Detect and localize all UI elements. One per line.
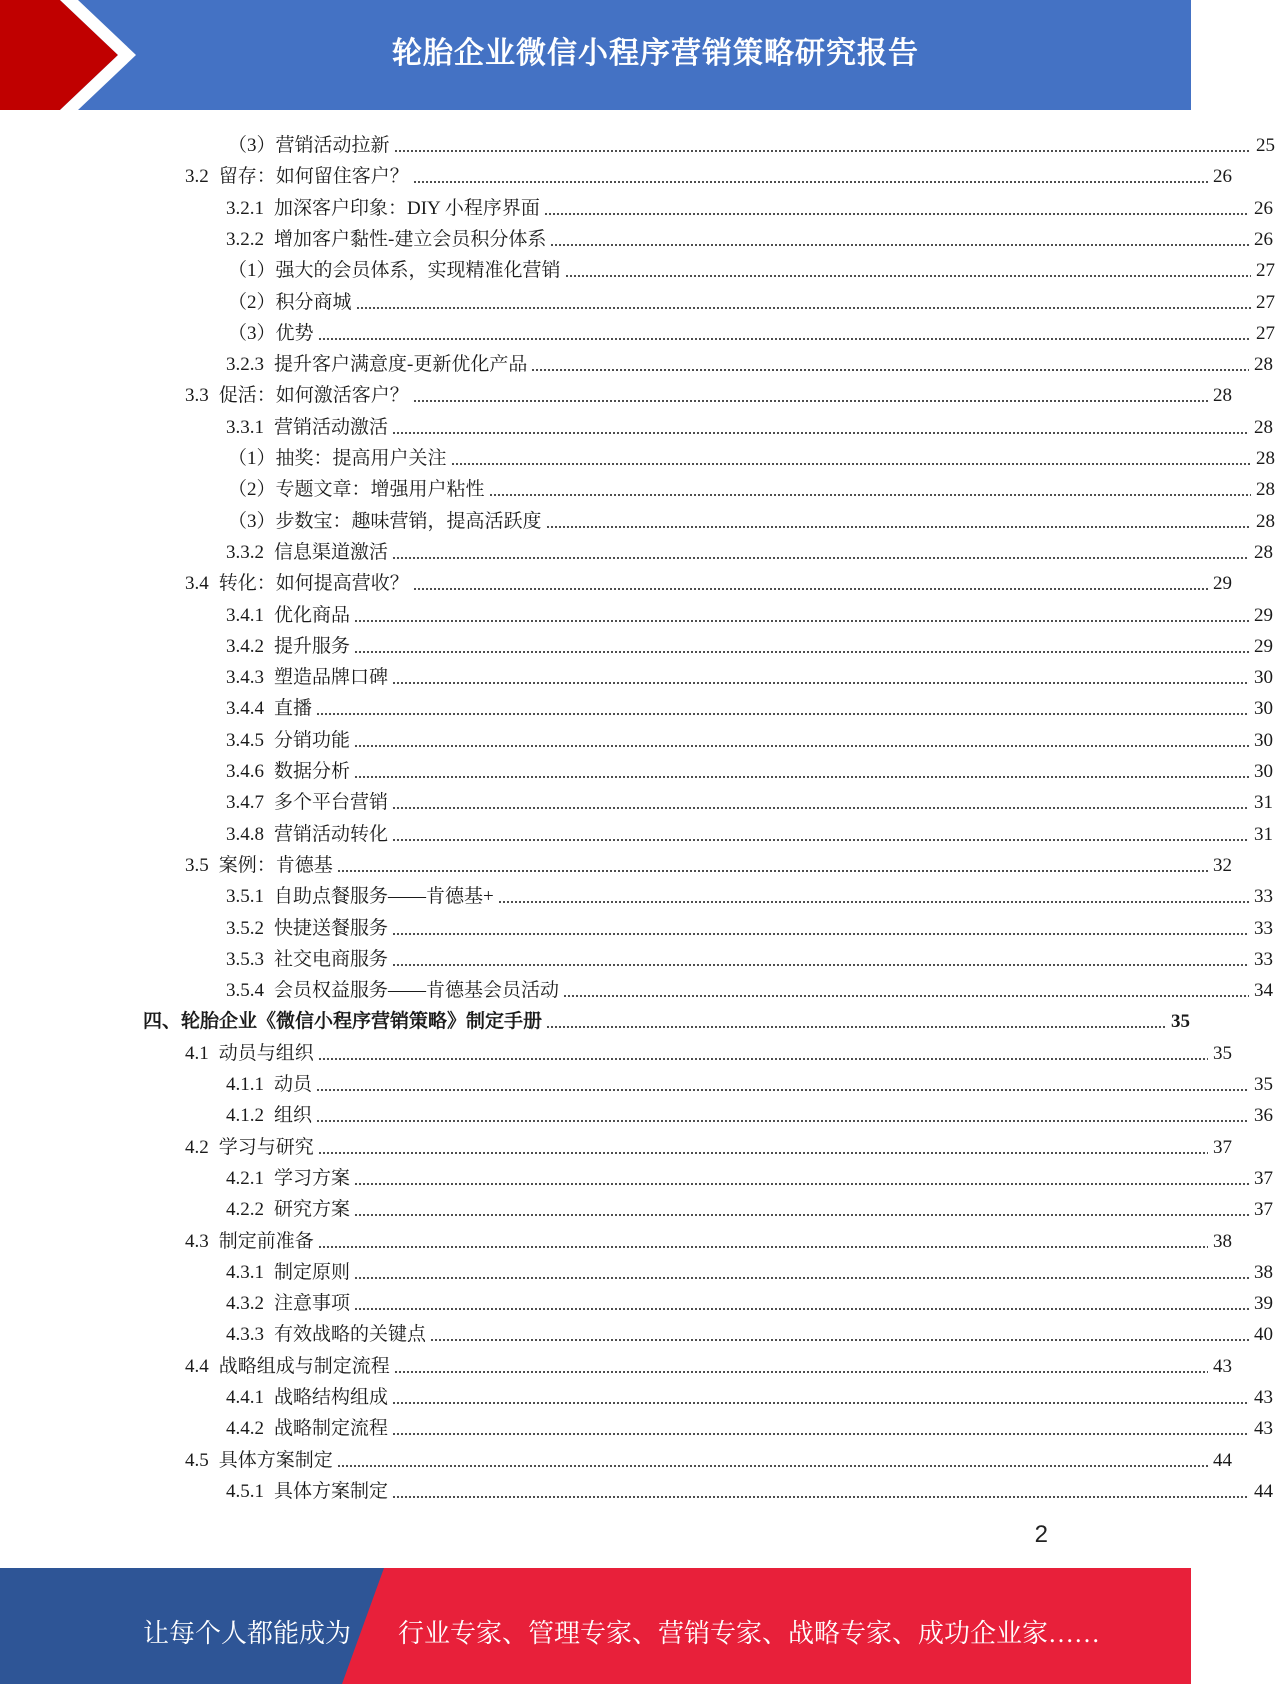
toc-entry[interactable]	[0, 1223, 1232, 1254]
toc-entry[interactable]	[0, 847, 1232, 878]
toc-dot-leader	[318, 1057, 1208, 1061]
toc-entry[interactable]	[0, 1442, 1232, 1473]
toc-dot-leader	[337, 869, 1208, 873]
toc-dot-leader	[413, 180, 1208, 184]
toc-entry-number: 3.2	[185, 166, 209, 188]
report-title: 轮胎企业微信小程序营销策略研究报告	[392, 36, 919, 71]
toc-dot-leader	[354, 650, 1249, 654]
toc-entry-number: 3.4.4	[226, 698, 264, 720]
toc-entry-page: 33	[1254, 917, 1273, 939]
page-header	[0, 0, 1191, 110]
toc-entry-number: 3.5.1	[226, 886, 264, 908]
toc-entry-number: 3.4.3	[226, 667, 264, 689]
toc-entry[interactable]	[0, 1379, 1273, 1410]
toc-entry-number: 3.4.5	[226, 729, 264, 751]
toc-entry-number: 4.4.2	[226, 1418, 264, 1440]
toc-entry[interactable]	[0, 252, 1275, 283]
toc-entry[interactable]	[0, 972, 1273, 1003]
toc-entry-number: 3.3	[185, 385, 209, 407]
toc-entry[interactable]	[0, 1191, 1273, 1222]
toc-entry-title: （3）营销活动拉新	[228, 135, 390, 156]
toc-entry-number: 4.4.1	[226, 1387, 264, 1408]
toc-entry-page: 38	[1254, 1261, 1273, 1283]
toc-entry[interactable]	[0, 1097, 1273, 1128]
toc-entry[interactable]	[0, 659, 1273, 690]
toc-entry-page: 27	[1256, 322, 1275, 344]
toc-dot-leader	[316, 1119, 1249, 1123]
toc-entry-page: 26	[1213, 166, 1232, 188]
toc-dot-leader	[316, 712, 1249, 716]
toc-entry-page: 28	[1254, 416, 1273, 438]
toc-entry[interactable]	[0, 1066, 1273, 1097]
toc-entry[interactable]	[0, 503, 1275, 534]
toc-dot-leader	[546, 1025, 1166, 1029]
toc-dot-leader	[356, 306, 1251, 310]
toc-entry-page: 28	[1256, 510, 1275, 532]
toc-entry[interactable]	[0, 190, 1273, 221]
toc-entry-title: 制定前准备	[218, 1230, 314, 1252]
toc-dot-leader	[392, 1432, 1249, 1436]
toc-entry-title: 案例：肯德基	[218, 854, 333, 876]
toc-entry-number: 3.3.1	[226, 416, 264, 438]
toc-entry-page: 29	[1213, 573, 1232, 595]
toc-entry[interactable]	[0, 315, 1275, 346]
toc-entry-number: 4.3.1	[226, 1261, 264, 1283]
toc-entry-number: 4.3	[185, 1230, 209, 1252]
toc-entry-page: 40	[1254, 1324, 1273, 1346]
toc-entry-title: 塑造品牌口碑	[274, 667, 389, 689]
toc-entry[interactable]	[0, 690, 1273, 721]
toc-entry[interactable]	[0, 440, 1275, 471]
toc-dot-leader	[392, 806, 1249, 810]
toc-dot-leader	[392, 681, 1249, 685]
toc-entry-number: 3.5.4	[226, 980, 264, 1002]
toc-dot-leader	[318, 1151, 1208, 1155]
toc-entry-title: 四、轮胎企业《微信小程序营销策略》制定手册	[143, 1011, 543, 1033]
toc-entry-title: 提升服务	[274, 635, 351, 657]
toc-entry[interactable]	[0, 941, 1273, 972]
toc-entry[interactable]	[0, 1348, 1232, 1379]
toc-dot-leader	[498, 900, 1249, 904]
toc-entry-title: 战略结构组成	[274, 1387, 389, 1408]
toc-dot-leader	[316, 1088, 1249, 1092]
toc-entry[interactable]	[0, 1285, 1273, 1316]
toc-dot-leader	[392, 556, 1249, 560]
toc-entry-number: 3.3.2	[226, 541, 264, 563]
toc-entry-number: 4.1	[185, 1042, 209, 1064]
toc-entry-title: 优化商品	[274, 604, 351, 626]
toc-entry-page: 33	[1254, 886, 1273, 908]
toc-dot-leader	[413, 587, 1208, 591]
toc-entry-page: 44	[1254, 1480, 1273, 1502]
toc-entry-number: 4.4	[185, 1355, 209, 1377]
toc-entry-number: 3.2.1	[226, 197, 264, 219]
toc-entry-title: （2）积分商城	[228, 291, 352, 313]
toc-entry-title: 注意事项	[274, 1293, 351, 1315]
toc-entry-page: 35	[1171, 1011, 1190, 1033]
toc-entry-title: 转化：如何提高营收？	[218, 573, 409, 595]
toc-entry[interactable]	[0, 284, 1275, 315]
toc-entry-page: 29	[1254, 604, 1273, 626]
toc-entry-title: 制定原则	[274, 1261, 351, 1283]
toc-entry-page: 27	[1256, 291, 1275, 313]
page-footer	[0, 1568, 1191, 1684]
toc-dot-leader	[337, 1464, 1208, 1468]
toc-entry[interactable]	[0, 158, 1232, 189]
toc-dot-leader	[392, 838, 1249, 842]
toc-entry-title: （1）抽奖：提高用户关注	[228, 448, 447, 469]
toc-entry[interactable]	[0, 1003, 1190, 1034]
toc-entry[interactable]	[0, 1160, 1273, 1191]
toc-dot-leader	[565, 274, 1251, 278]
toc-dot-leader	[430, 1338, 1249, 1342]
toc-entry-title: 营销活动转化	[274, 823, 389, 845]
toc-entry[interactable]	[0, 816, 1273, 847]
toc-entry-page: 43	[1213, 1355, 1232, 1377]
toc-dot-leader	[392, 1401, 1249, 1405]
toc-entry-title: 动员与组织	[218, 1042, 314, 1064]
toc-dot-leader	[354, 619, 1249, 623]
toc-entry[interactable]	[0, 534, 1273, 565]
toc-entry-page: 30	[1254, 729, 1273, 751]
toc-entry[interactable]	[0, 1035, 1232, 1066]
toc-entry-page: 34	[1254, 980, 1273, 1002]
toc-entry-number: 4.2.1	[226, 1167, 264, 1189]
toc-dot-leader	[354, 1182, 1249, 1186]
toc-entry-page: 31	[1254, 823, 1273, 845]
toc-entry-number: 3.2.2	[226, 228, 264, 250]
toc-dot-leader	[354, 775, 1249, 779]
toc-entry[interactable]	[0, 1254, 1273, 1285]
toc-entry-page: 28	[1256, 479, 1275, 501]
toc-entry[interactable]	[0, 1473, 1273, 1504]
toc-entry-page: 39	[1254, 1293, 1273, 1315]
toc-entry-title: 促活：如何激活客户？	[218, 385, 409, 407]
toc-dot-leader	[546, 525, 1251, 529]
toc-entry-title: 学习与研究	[218, 1136, 314, 1158]
toc-entry-page: 35	[1213, 1042, 1232, 1064]
toc-entry[interactable]	[0, 471, 1275, 502]
toc-entry[interactable]	[0, 910, 1273, 941]
toc-entry-title: 自助点餐服务——肯德基+	[274, 886, 494, 908]
footer-slogan-left: 让每个人都能成为	[143, 1619, 352, 1648]
toc-dot-leader	[531, 368, 1249, 372]
toc-entry-page: 36	[1254, 1105, 1273, 1127]
toc-entry-page: 44	[1213, 1449, 1232, 1471]
toc-entry-number: 4.1.2	[226, 1105, 264, 1127]
toc-entry-page: 30	[1254, 698, 1273, 720]
toc-entry-number: 3.4.6	[226, 761, 264, 782]
toc-entry-title: 动员	[274, 1074, 313, 1095]
toc-entry-page: 37	[1254, 1199, 1273, 1221]
toc-entry-title: 提升客户满意度-更新优化产品	[274, 354, 528, 376]
toc-entry[interactable]	[0, 409, 1273, 440]
toc-entry-number: 3.5.2	[226, 917, 264, 939]
toc-entry[interactable]	[0, 722, 1273, 753]
toc-entry-page: 30	[1254, 761, 1273, 782]
toc-entry-number: 4.1.1	[226, 1074, 264, 1095]
toc-entry-title: 具体方案制定	[218, 1449, 333, 1471]
toc-entry-number: 4.2.2	[226, 1199, 264, 1221]
toc-entry-title: （2）专题文章：增强用户粘性	[228, 479, 485, 501]
toc-entry-title: 加深客户印象：DIY 小程序界面	[274, 197, 540, 219]
toc-entry-page: 43	[1254, 1418, 1273, 1440]
toc-entry-title: 分销功能	[274, 729, 351, 751]
toc-entry-page: 29	[1254, 635, 1273, 657]
toc-entry-title: 研究方案	[274, 1199, 351, 1221]
toc-entry-title: 会员权益服务——肯德基会员活动	[274, 980, 560, 1002]
toc-entry-number: 4.3.2	[226, 1293, 264, 1315]
toc-entry-number: 3.4	[185, 573, 209, 595]
toc-entry-page: 37	[1254, 1167, 1273, 1189]
toc-entry-number: 4.5.1	[226, 1480, 264, 1502]
toc-entry-title: 具体方案制定	[274, 1480, 389, 1502]
toc-dot-leader	[394, 1370, 1208, 1374]
toc-entry-title: 快捷送餐服务	[274, 917, 389, 939]
toc-entry-page: 28	[1254, 541, 1273, 563]
toc-dot-leader	[392, 963, 1249, 967]
toc-entry-number: 3.2.3	[226, 354, 264, 376]
toc-entry-page: 32	[1213, 854, 1232, 876]
toc-entry-number: 3.4.2	[226, 635, 264, 657]
toc-entry-page: 35	[1254, 1074, 1273, 1095]
toc-entry-page: 28	[1213, 385, 1232, 407]
toc-dot-leader	[563, 994, 1249, 998]
toc-entry-page: 38	[1213, 1230, 1232, 1252]
toc-entry[interactable]	[0, 377, 1232, 408]
page-number: 2	[1034, 1521, 1048, 1548]
toc-dot-leader	[318, 1245, 1208, 1249]
toc-dot-leader	[354, 744, 1249, 748]
toc-entry[interactable]	[0, 878, 1273, 909]
toc-entry-page: 26	[1254, 197, 1273, 219]
toc-entry-page: 33	[1254, 948, 1273, 970]
footer-slogan-right: 行业专家、管理专家、营销专家、战略专家、成功企业家……	[398, 1619, 1101, 1648]
toc-entry[interactable]	[0, 565, 1232, 596]
toc-entry[interactable]	[0, 784, 1273, 815]
toc-entry-page: 28	[1256, 448, 1275, 469]
toc-entry-page: 37	[1213, 1136, 1232, 1158]
toc-dot-leader	[392, 1495, 1249, 1499]
toc-entry-title: 留存：如何留住客户？	[218, 166, 409, 188]
toc-dot-leader	[544, 212, 1249, 216]
toc-entry-title: 有效战略的关键点	[274, 1324, 427, 1346]
toc-dot-leader	[354, 1276, 1249, 1280]
toc-dot-leader	[394, 149, 1251, 153]
toc-dot-leader	[489, 493, 1251, 497]
toc-entry[interactable]	[0, 628, 1273, 659]
toc-dot-leader	[413, 399, 1208, 403]
toc-dot-leader	[354, 1213, 1249, 1217]
toc-entry-title: 营销活动激活	[274, 416, 389, 438]
toc-entry-title: 学习方案	[274, 1167, 351, 1189]
toc-dot-leader	[392, 431, 1249, 435]
toc-dot-leader	[550, 243, 1249, 247]
toc-entry-title: 直播	[274, 698, 313, 720]
toc-entry-page: 31	[1254, 792, 1273, 814]
toc-entry-number: 3.4.1	[226, 604, 264, 626]
toc-entry-number: 4.5	[185, 1449, 209, 1471]
toc-entry-number: 4.2	[185, 1136, 209, 1158]
toc-entry-number: 4.3.3	[226, 1324, 264, 1346]
toc-entry-title: 增加客户黏性-建立会员积分体系	[274, 228, 547, 250]
toc-entry[interactable]	[0, 127, 1275, 158]
toc-entry-number: 3.5	[185, 854, 209, 876]
toc-entry-page: 27	[1256, 260, 1275, 282]
toc-entry-title: 社交电商服务	[274, 948, 389, 970]
toc-entry-page: 28	[1254, 354, 1273, 376]
toc-entry-title: （3）步数宝：趣味营销，提高活跃度	[228, 510, 542, 532]
toc-entry[interactable]	[0, 1129, 1232, 1160]
toc-entry-page: 25	[1256, 135, 1275, 156]
toc-entry-page: 43	[1254, 1387, 1273, 1408]
toc-entry[interactable]	[0, 1316, 1273, 1347]
toc-dot-leader	[392, 932, 1249, 936]
toc-entry-title: （3）优势	[228, 322, 314, 344]
toc-dot-leader	[318, 337, 1251, 341]
toc-dot-leader	[354, 1307, 1249, 1311]
toc-entry-number: 3.5.3	[226, 948, 264, 970]
toc-entry-title: 战略组成与制定流程	[218, 1355, 390, 1377]
toc-entry[interactable]	[0, 753, 1273, 784]
toc-entry[interactable]	[0, 1410, 1273, 1441]
toc-entry-title: 信息渠道激活	[274, 541, 389, 563]
toc-entry-title: 战略制定流程	[274, 1418, 389, 1440]
toc-entry-title: （1）强大的会员体系，实现精准化营销	[228, 260, 561, 282]
toc-dot-leader	[451, 462, 1251, 466]
toc-entry-title: 数据分析	[274, 761, 351, 782]
toc-entry[interactable]	[0, 221, 1273, 252]
toc-entry[interactable]	[0, 597, 1273, 628]
toc-entry-page: 26	[1254, 228, 1273, 250]
toc-entry-number: 3.4.7	[226, 792, 264, 814]
toc-entry-title: 组织	[274, 1105, 313, 1127]
toc-entry-number: 3.4.8	[226, 823, 264, 845]
toc-entry[interactable]	[0, 346, 1273, 377]
toc-entry-title: 多个平台营销	[274, 792, 389, 814]
toc-entry-page: 30	[1254, 667, 1273, 689]
